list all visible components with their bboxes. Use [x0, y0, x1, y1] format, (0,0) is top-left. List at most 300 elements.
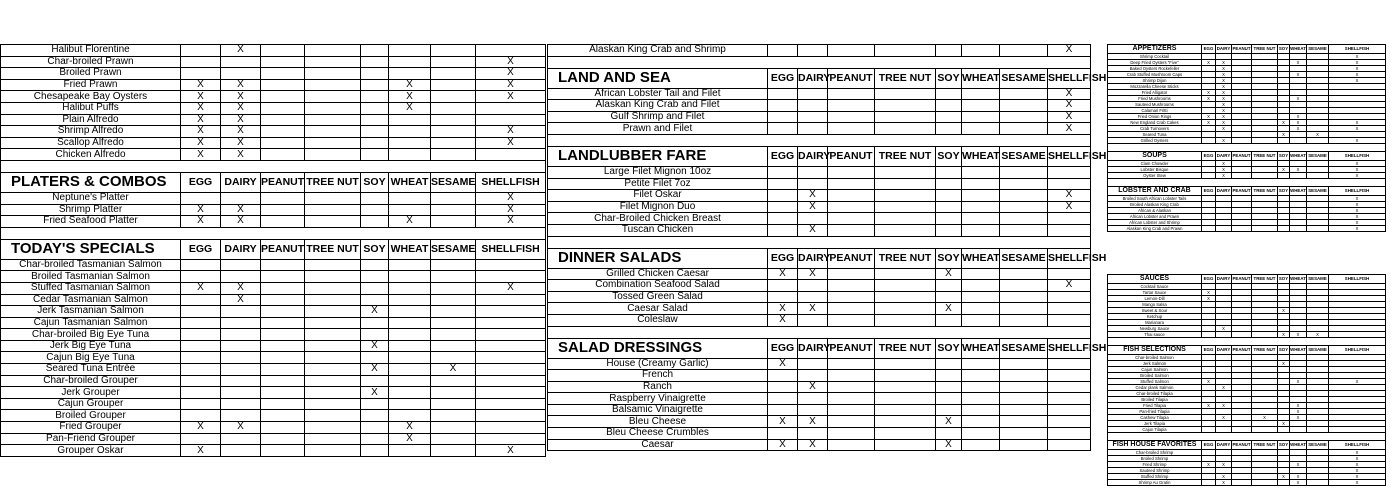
section-header-appetizers — [1108, 45, 1386, 54]
allergen-mark-tree-nut — [875, 291, 936, 303]
item-name: Ranch — [548, 381, 768, 393]
allergen-mark-dairy — [221, 271, 261, 283]
allergen-mark-egg: X — [1202, 290, 1216, 296]
spacer-cell — [548, 56, 1091, 68]
allergen-mark-wheat: X — [389, 79, 431, 91]
allergen-mark-wheat — [962, 201, 1000, 213]
allergen-header-shellfish: SHELLFISH — [476, 239, 546, 259]
allergen-mark-shellfish — [476, 375, 546, 387]
allergen-mark-shellfish — [1048, 381, 1091, 393]
allergen-mark-shellfish: X — [1329, 54, 1386, 60]
allergen-header-sesame: SESAME — [431, 239, 476, 259]
table-row — [548, 268, 1091, 280]
allergen-mark-sesame — [1000, 393, 1048, 405]
allergen-mark-tree-nut — [875, 439, 936, 451]
item-name: Cocktail Sauce — [1108, 284, 1202, 290]
allergen-header-sesame: SESAME — [1307, 441, 1329, 450]
table-row — [1, 216, 546, 228]
allergen-mark-shellfish — [476, 114, 546, 126]
allergen-mark-wheat — [962, 370, 1000, 382]
item-name: Fried Seafood Platter — [1, 216, 181, 228]
section-title: LAND AND SEA — [548, 68, 768, 88]
allergen-mark-sesame — [1000, 404, 1048, 416]
allergen-mark-tree-nut — [875, 280, 936, 292]
allergen-mark-tree-nut — [305, 45, 361, 57]
allergen-mark-egg: X — [768, 358, 798, 370]
table-row — [1, 352, 546, 364]
item-name: Shrimp Cocktail — [1108, 54, 1202, 60]
table-row — [548, 291, 1091, 303]
item-name: Tuscan Chicken — [548, 224, 768, 236]
allergen-mark-sesame — [431, 56, 476, 68]
allergen-mark-dairy — [221, 364, 261, 376]
allergen-mark-tree-nut — [305, 445, 361, 457]
allergen-mark-sesame — [1000, 268, 1048, 280]
allergen-header-soy: SOY — [1278, 346, 1290, 355]
allergen-mark-dairy: X — [1216, 326, 1232, 332]
allergen-mark-soy — [361, 204, 389, 216]
allergen-mark-peanut — [828, 404, 875, 416]
allergen-mark-shellfish: X — [476, 68, 546, 80]
allergen-table-left — [0, 44, 545, 457]
table-row — [1, 91, 546, 103]
allergen-mark-egg — [181, 306, 221, 318]
allergen-mark-dairy: X — [1216, 474, 1232, 480]
item-name: Sauteed Shrimp — [1108, 468, 1202, 474]
allergen-mark-dairy — [221, 387, 261, 399]
table-row — [548, 123, 1091, 135]
allergen-mark-egg — [768, 88, 798, 100]
item-name: Jerk Tilapia — [1108, 421, 1202, 427]
item-name: Jerk Tasmanian Salmon — [1, 306, 181, 318]
allergen-header-dairy: DAIRY — [1216, 45, 1232, 54]
allergen-mark-shellfish: X — [1329, 468, 1386, 474]
allergen-mark-shellfish: X — [476, 91, 546, 103]
allergen-mark-dairy — [798, 123, 828, 135]
allergen-mark-egg: X — [181, 282, 221, 294]
table-row — [1, 329, 546, 341]
allergen-mark-tree-nut — [305, 271, 361, 283]
allergen-mark-shellfish: X — [476, 192, 546, 204]
allergen-header-wheat: WHEAT — [389, 239, 431, 259]
item-name: Shrimp Alfredo — [1, 126, 181, 138]
allergen-mark-dairy: X — [798, 224, 828, 236]
item-name: Char-broiled Big Eye Tuna — [1, 329, 181, 341]
section-header-fish-house-favorites — [1108, 441, 1386, 450]
allergen-header-dairy: DAIRY — [798, 338, 828, 358]
allergen-mark-dairy: X — [221, 137, 261, 149]
spacer-cell — [1, 227, 546, 239]
allergen-mark-sesame: X — [431, 364, 476, 376]
allergen-mark-shellfish — [476, 102, 546, 114]
allergen-mark-dairy: X — [1216, 108, 1232, 114]
allergen-table-right-bottom — [1107, 274, 1385, 486]
allergen-mark-shellfish: X — [1048, 111, 1091, 123]
allergen-mark-dairy — [1216, 226, 1232, 232]
allergen-mark-egg: X — [768, 303, 798, 315]
allergen-mark-wheat: X — [1290, 409, 1307, 415]
allergen-grid — [547, 44, 1107, 451]
allergen-mark-shellfish — [1048, 393, 1091, 405]
allergen-mark-peanut — [261, 271, 305, 283]
section-header-landlubber-fare — [548, 146, 1091, 166]
table-row — [548, 88, 1091, 100]
allergen-mark-peanut — [828, 213, 875, 225]
allergen-header-soy: SOY — [1278, 152, 1290, 161]
allergen-mark-peanut — [828, 190, 875, 202]
allergen-mark-soy — [361, 102, 389, 114]
item-name: Char-broiled Prawn — [1, 56, 181, 68]
item-name: Crab Turnovers — [1108, 126, 1202, 132]
allergen-mark-soy — [361, 114, 389, 126]
allergen-mark-tree-nut — [305, 192, 361, 204]
allergen-mark-tree-nut — [305, 352, 361, 364]
allergen-mark-peanut — [261, 192, 305, 204]
allergen-mark-sesame — [1000, 280, 1048, 292]
table-row — [548, 166, 1091, 178]
item-name: Caesar — [548, 439, 768, 451]
allergen-mark-tree-nut — [1252, 480, 1278, 486]
allergen-mark-dairy: X — [1216, 403, 1232, 409]
allergen-mark-dairy: X — [798, 268, 828, 280]
item-name: Pan-fried Tilapia — [1108, 409, 1202, 415]
section-spacer — [548, 56, 1091, 68]
allergen-mark-shellfish: X — [1329, 462, 1386, 468]
allergen-mark-soy: X — [361, 340, 389, 352]
allergen-mark-wheat: X — [1290, 379, 1307, 385]
allergen-mark-soy — [361, 216, 389, 228]
allergen-mark-wheat: X — [1290, 120, 1307, 126]
allergen-mark-egg — [181, 317, 221, 329]
table-row — [548, 111, 1091, 123]
allergen-mark-tree-nut — [305, 91, 361, 103]
allergen-mark-egg: X — [181, 102, 221, 114]
allergen-mark-peanut — [828, 123, 875, 135]
allergen-mark-peanut — [261, 340, 305, 352]
allergen-mark-sesame — [431, 282, 476, 294]
allergen-mark-tree-nut — [875, 393, 936, 405]
allergen-mark-tree-nut — [305, 387, 361, 399]
allergen-mark-peanut — [828, 45, 875, 57]
allergen-mark-shellfish — [476, 364, 546, 376]
allergen-table-middle — [547, 44, 1107, 451]
allergen-mark-shellfish: X — [476, 126, 546, 138]
allergen-table-right-top — [1107, 44, 1385, 232]
allergen-header-egg: EGG — [1202, 441, 1216, 450]
item-name: Chesapeake Bay Oysters — [1, 91, 181, 103]
allergen-header-dairy: DAIRY — [798, 146, 828, 166]
allergen-mark-peanut — [828, 166, 875, 178]
allergen-mark-wheat — [389, 364, 431, 376]
allergen-mark-shellfish — [476, 259, 546, 271]
allergen-mark-peanut — [261, 329, 305, 341]
allergen-mark-egg — [768, 123, 798, 135]
allergen-mark-dairy: X — [1216, 415, 1232, 421]
spacer-cell — [1, 160, 546, 172]
allergen-mark-peanut — [828, 416, 875, 428]
allergen-header-shellfish: SHELLFISH — [1329, 441, 1386, 450]
allergen-mark-egg: X — [1202, 462, 1216, 468]
item-name: Tartar Sauce — [1108, 290, 1202, 296]
item-name: Chicken Alfredo — [1, 149, 181, 161]
item-name: Coleslaw — [548, 314, 768, 326]
allergen-header-egg: EGG — [768, 248, 798, 268]
allergen-mark-egg — [768, 381, 798, 393]
allergen-mark-egg: X — [181, 114, 221, 126]
allergen-mark-shellfish: X — [1329, 173, 1386, 179]
allergen-header-tree-nut: TREE NUT — [305, 239, 361, 259]
item-name: Halibut Puffs — [1, 102, 181, 114]
allergen-mark-egg — [768, 111, 798, 123]
item-name: Char-broiled Tilapia — [1108, 391, 1202, 397]
allergen-mark-wheat — [962, 123, 1000, 135]
allergen-header-soy: SOY — [936, 68, 962, 88]
item-name: Grouper Oskar — [1, 445, 181, 457]
allergen-mark-tree-nut — [305, 126, 361, 138]
allergen-mark-tree-nut — [305, 149, 361, 161]
allergen-mark-dairy: X — [798, 303, 828, 315]
allergen-mark-soy — [936, 224, 962, 236]
allergen-mark-shellfish: X — [1329, 214, 1386, 220]
allergen-header-sesame: SESAME — [1307, 346, 1329, 355]
allergen-mark-shellfish: X — [476, 137, 546, 149]
allergen-mark-shellfish: X — [1329, 379, 1386, 385]
allergen-mark-dairy: X — [221, 45, 261, 57]
allergen-mark-wheat — [962, 45, 1000, 57]
allergen-header-egg: EGG — [1202, 45, 1216, 54]
allergen-mark-shellfish — [476, 306, 546, 318]
allergen-header-wheat: WHEAT — [389, 172, 431, 192]
allergen-header-egg: EGG — [1202, 275, 1216, 284]
section-spacer — [548, 326, 1091, 338]
allergen-mark-tree-nut — [875, 268, 936, 280]
allergen-mark-tree-nut — [1252, 226, 1278, 232]
allergen-mark-sesame — [431, 68, 476, 80]
section-spacer — [1108, 179, 1386, 187]
allergen-mark-tree-nut — [875, 404, 936, 416]
allergen-mark-soy — [361, 45, 389, 57]
section-header-sauces — [1108, 275, 1386, 284]
spacer-cell — [548, 236, 1091, 248]
allergen-mark-sesame — [1307, 480, 1329, 486]
allergen-mark-soy — [361, 375, 389, 387]
allergen-mark-dairy: X — [1216, 138, 1232, 144]
allergen-mark-soy — [936, 291, 962, 303]
allergen-header-egg: EGG — [1202, 346, 1216, 355]
allergen-mark-soy — [1278, 480, 1290, 486]
allergen-mark-sesame — [431, 294, 476, 306]
allergen-mark-peanut — [828, 280, 875, 292]
allergen-mark-dairy: X — [798, 381, 828, 393]
item-name: Tossed Green Salad — [548, 291, 768, 303]
allergen-mark-soy: X — [1278, 132, 1290, 138]
allergen-mark-shellfish — [476, 45, 546, 57]
allergen-mark-shellfish: X — [1329, 226, 1386, 232]
allergen-mark-dairy — [221, 317, 261, 329]
allergen-mark-shellfish: X — [476, 282, 546, 294]
allergen-mark-egg: X — [768, 416, 798, 428]
allergen-mark-dairy: X — [1216, 480, 1232, 486]
allergen-mark-wheat — [389, 271, 431, 283]
allergen-mark-dairy: X — [221, 102, 261, 114]
allergen-header-tree-nut: TREE NUT — [1252, 45, 1278, 54]
allergen-mark-dairy — [221, 433, 261, 445]
allergen-mark-peanut — [261, 137, 305, 149]
item-name: Oyster Stew — [1108, 173, 1202, 179]
allergen-mark-soy — [936, 280, 962, 292]
allergen-mark-peanut — [828, 100, 875, 112]
allergen-mark-shellfish — [1048, 439, 1091, 451]
allergen-mark-shellfish: X — [1329, 78, 1386, 84]
allergen-header-egg: EGG — [181, 172, 221, 192]
section-title: SAUCES — [1108, 275, 1202, 284]
item-name: Shrimp Au Gratin — [1108, 480, 1202, 486]
allergen-mark-egg: X — [181, 137, 221, 149]
table-row — [548, 404, 1091, 416]
allergen-mark-egg — [181, 375, 221, 387]
allergen-mark-peanut — [261, 306, 305, 318]
allergen-mark-soy — [936, 88, 962, 100]
allergen-mark-dairy: X — [1216, 120, 1232, 126]
allergen-header-tree-nut: TREE NUT — [1252, 275, 1278, 284]
allergen-mark-sesame — [1000, 381, 1048, 393]
allergen-mark-shellfish: X — [1329, 480, 1386, 486]
item-name: Shrimp Platter — [1, 204, 181, 216]
allergen-mark-shellfish: X — [1329, 161, 1386, 167]
allergen-mark-sesame — [1000, 358, 1048, 370]
section-spacer — [1, 227, 546, 239]
allergen-mark-sesame — [431, 126, 476, 138]
allergen-mark-dairy: X — [1216, 161, 1232, 167]
allergen-header-tree-nut: TREE NUT — [875, 68, 936, 88]
item-name: Newburg Sauce — [1108, 326, 1202, 332]
allergen-mark-egg — [768, 280, 798, 292]
allergen-header-wheat: WHEAT — [1290, 152, 1307, 161]
allergen-mark-sesame — [431, 387, 476, 399]
allergen-mark-sesame — [1000, 439, 1048, 451]
section-title: DINNER SALADS — [548, 248, 768, 268]
section-spacer — [1108, 433, 1386, 441]
allergen-mark-wheat: X — [1290, 72, 1307, 78]
allergen-mark-shellfish — [476, 410, 546, 422]
table-row — [548, 416, 1091, 428]
allergen-mark-soy: X — [1278, 308, 1290, 314]
allergen-header-tree-nut: TREE NUT — [1252, 346, 1278, 355]
allergen-mark-shellfish — [1048, 224, 1091, 236]
allergen-header-dairy: DAIRY — [798, 68, 828, 88]
table-row — [1, 375, 546, 387]
allergen-mark-dairy — [221, 398, 261, 410]
allergen-mark-shellfish: X — [1329, 196, 1386, 202]
allergen-mark-egg: X — [181, 126, 221, 138]
allergen-mark-shellfish: X — [1329, 60, 1386, 66]
allergen-mark-egg: X — [1202, 114, 1216, 120]
allergen-mark-wheat — [962, 428, 1000, 440]
table-row — [548, 100, 1091, 112]
allergen-mark-shellfish — [1048, 303, 1091, 315]
item-name: Cajun Salmon — [1108, 367, 1202, 373]
allergen-mark-soy — [361, 282, 389, 294]
allergen-mark-dairy: X — [221, 149, 261, 161]
allergen-mark-egg — [768, 178, 798, 190]
item-name: Raspberry Vinaigrette — [548, 393, 768, 405]
allergen-mark-egg: X — [768, 439, 798, 451]
allergen-mark-wheat: X — [1290, 332, 1307, 338]
allergen-mark-tree-nut — [305, 306, 361, 318]
allergen-grid — [1107, 44, 1386, 232]
allergen-mark-wheat: X — [1290, 403, 1307, 409]
table-row — [548, 224, 1091, 236]
allergen-header-dairy: DAIRY — [221, 239, 261, 259]
allergen-mark-peanut — [261, 126, 305, 138]
allergen-mark-soy — [936, 381, 962, 393]
table-row — [548, 439, 1091, 451]
allergen-mark-shellfish: X — [476, 79, 546, 91]
section-header-today-s-specials — [1, 239, 546, 259]
allergen-mark-dairy: X — [1216, 66, 1232, 72]
item-name: Jerk Salmon — [1108, 361, 1202, 367]
allergen-mark-tree-nut — [875, 201, 936, 213]
allergen-mark-soy — [361, 259, 389, 271]
allergen-mark-shellfish: X — [1329, 208, 1386, 214]
allergen-mark-wheat — [962, 166, 1000, 178]
table-row — [548, 393, 1091, 405]
item-name: Clam Chowder — [1108, 161, 1202, 167]
allergen-mark-wheat — [389, 204, 431, 216]
allergen-mark-sesame — [1000, 201, 1048, 213]
allergen-header-peanut: PEANUT — [1232, 45, 1252, 54]
allergen-mark-sesame — [1000, 314, 1048, 326]
allergen-header-egg: EGG — [1202, 152, 1216, 161]
allergen-mark-egg — [768, 428, 798, 440]
item-name: Fried Tilapia — [1108, 403, 1202, 409]
item-name: Cedar plank Salmon — [1108, 385, 1202, 391]
allergen-mark-tree-nut — [305, 204, 361, 216]
item-name: Thai sauce — [1108, 332, 1202, 338]
allergen-mark-sesame — [431, 216, 476, 228]
allergen-mark-sesame — [1000, 166, 1048, 178]
allergen-mark-shellfish: X — [1048, 88, 1091, 100]
allergen-mark-soy — [361, 91, 389, 103]
allergen-mark-egg — [768, 45, 798, 57]
allergen-mark-dairy: X — [221, 294, 261, 306]
item-name: Cajun Grouper — [1, 398, 181, 410]
allergen-mark-shellfish — [1048, 358, 1091, 370]
allergen-mark-dairy — [221, 192, 261, 204]
allergen-mark-tree-nut — [875, 111, 936, 123]
allergen-mark-soy — [936, 428, 962, 440]
allergen-mark-shellfish: X — [1329, 167, 1386, 173]
allergen-mark-peanut — [261, 294, 305, 306]
section-spacer — [548, 236, 1091, 248]
item-name: Cajun Tasmanian Salmon — [1, 317, 181, 329]
allergen-mark-egg: X — [1202, 403, 1216, 409]
item-name: Baked Oysters Rockefeller — [1108, 66, 1202, 72]
allergen-grid — [1107, 274, 1386, 486]
item-name: Alaskan King Crab and Shrimp — [548, 45, 768, 57]
table-row — [1, 433, 546, 445]
allergen-mark-peanut — [1232, 226, 1252, 232]
allergen-mark-dairy: X — [798, 201, 828, 213]
section-title: TODAY'S SPECIALS — [1, 239, 181, 259]
item-name: African Lobster Tail and Filet — [548, 88, 768, 100]
item-name: Char-Broiled Chicken Breast — [548, 213, 768, 225]
allergen-mark-wheat — [962, 358, 1000, 370]
item-name: Broiled Shrimp — [1108, 456, 1202, 462]
section-title: APPETIZERS — [1108, 45, 1202, 54]
allergen-mark-sesame — [431, 149, 476, 161]
item-name: Caesar Salad — [548, 303, 768, 315]
